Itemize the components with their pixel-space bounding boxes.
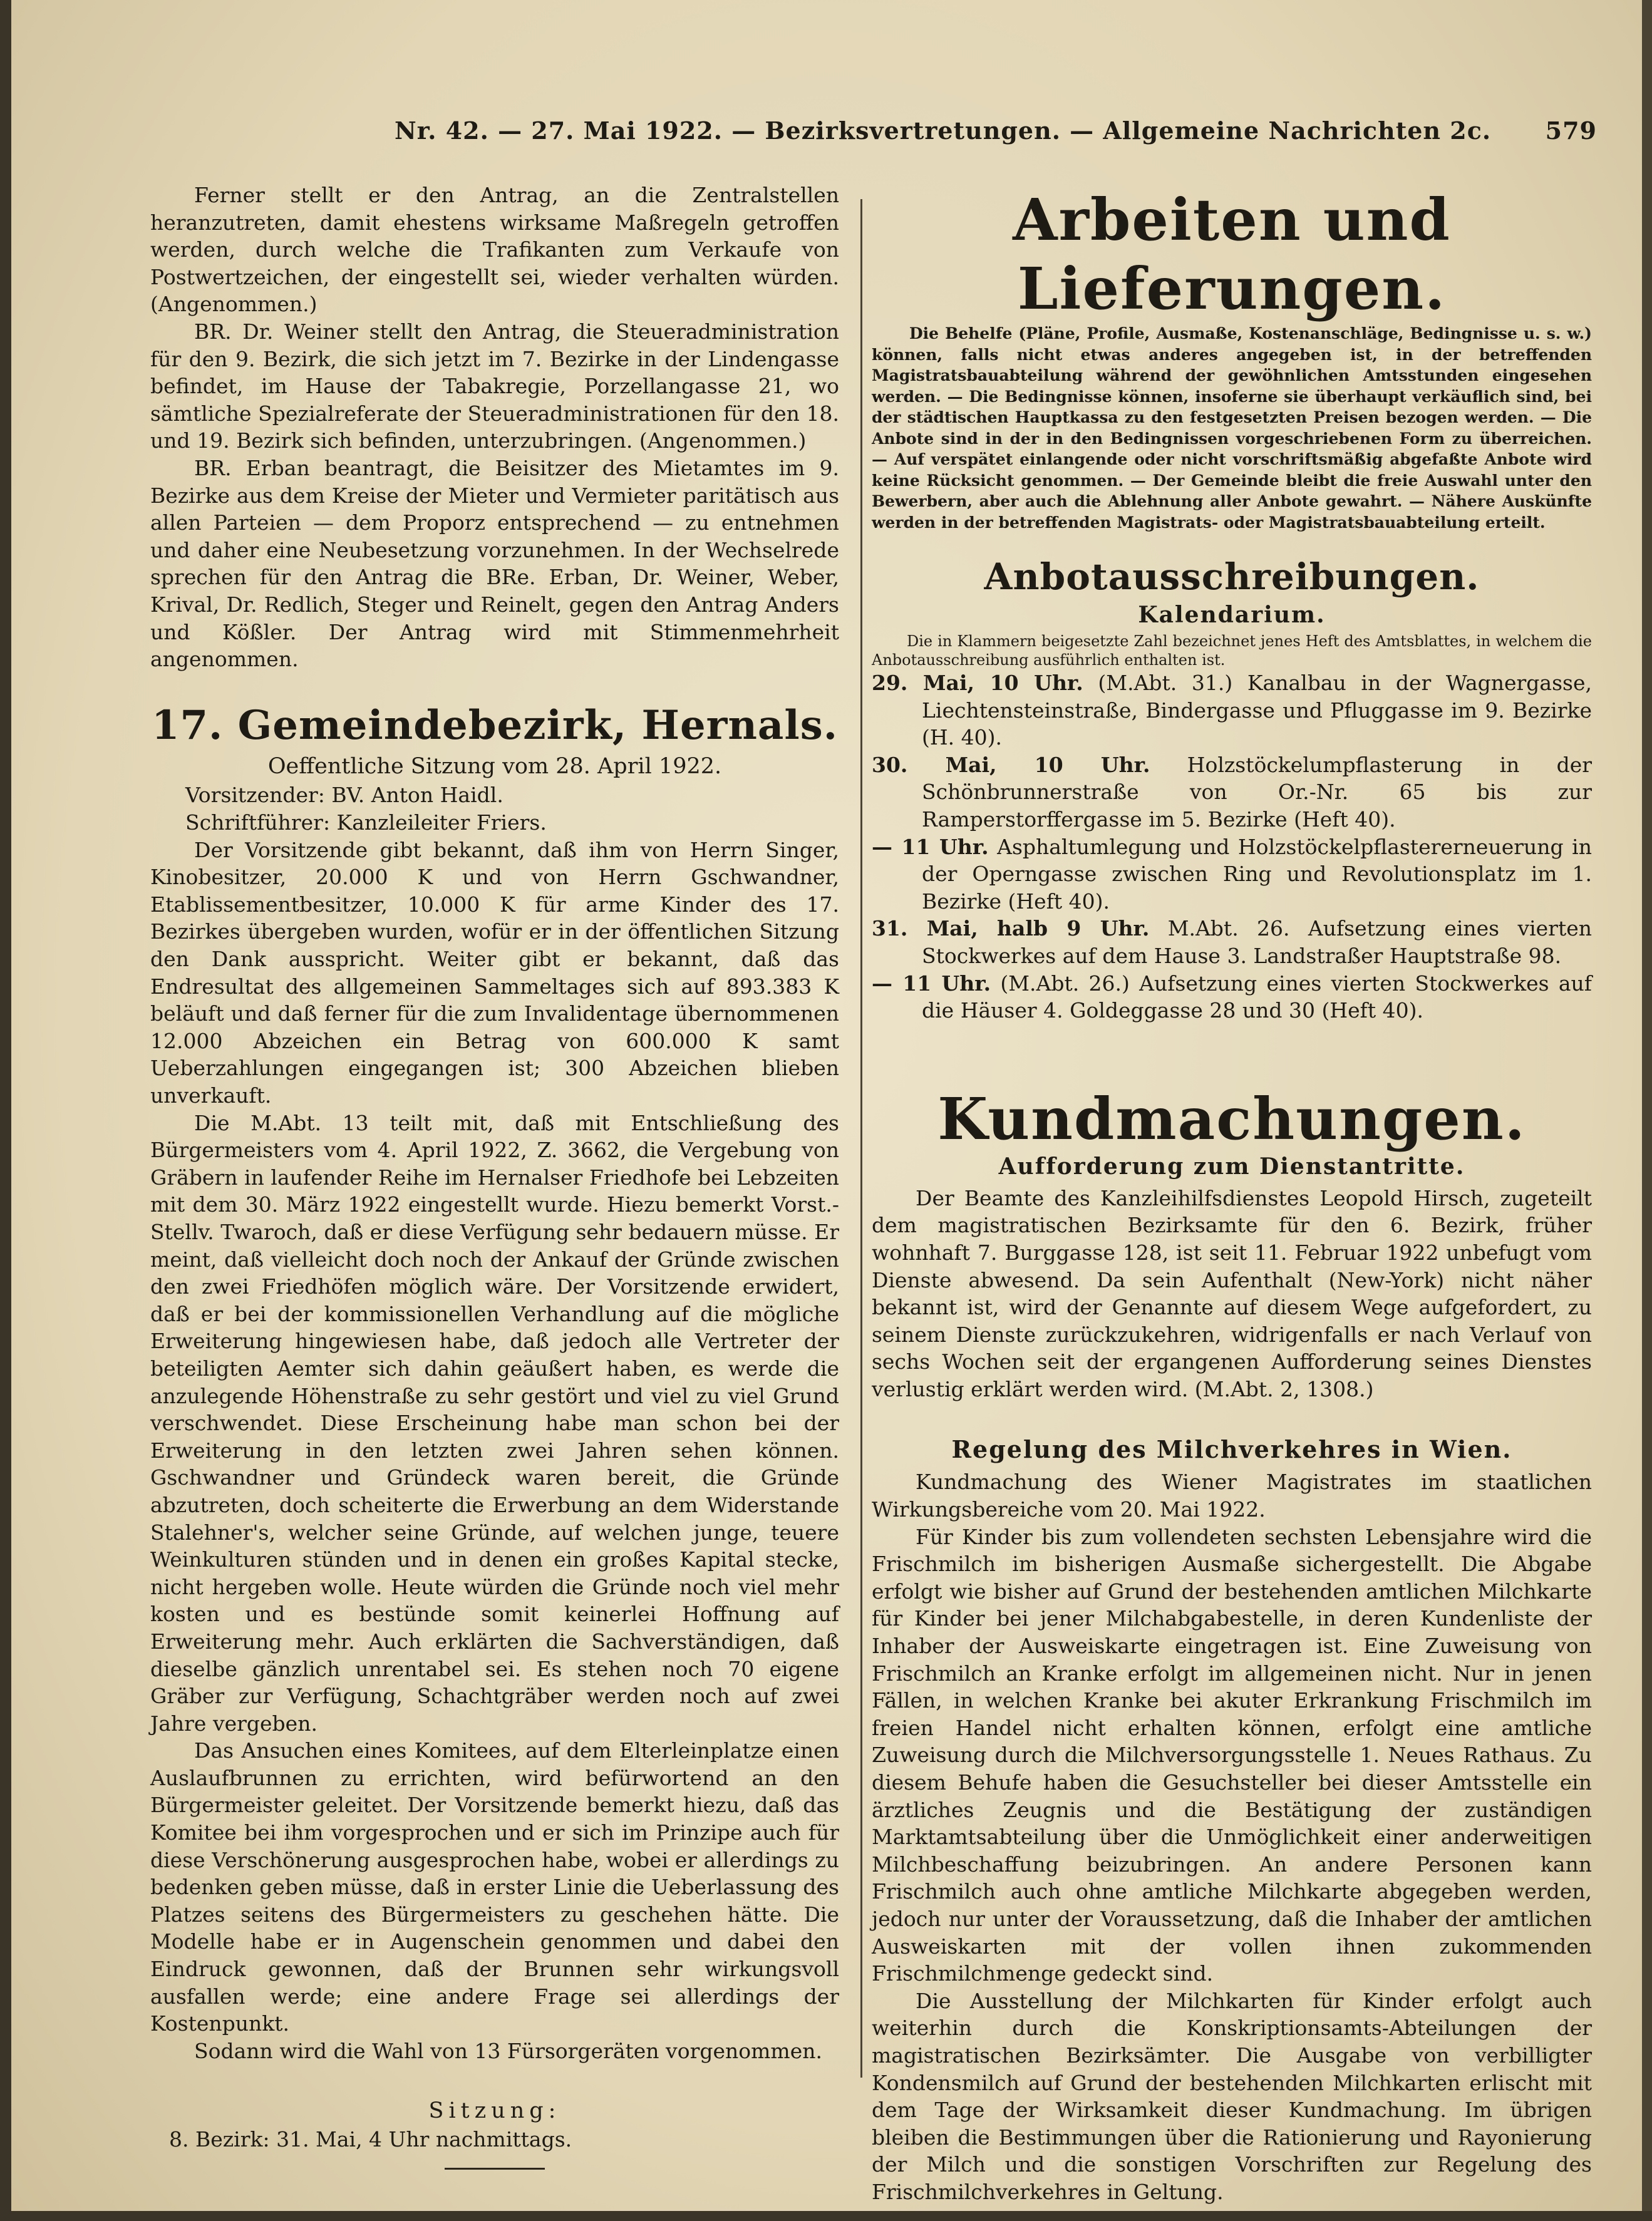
title-milchverkehr: Regelung des Milchverkehres in Wien. [951, 1435, 1512, 1464]
calendar-text: Asphaltumlegung und Holzstöckelpflastererneuerung in der Operngasse zwischen Ring und Revolutionsplatz im 1. Bezirke (Heft 40). [922, 834, 1592, 914]
calendar-entry [872, 751, 1592, 833]
calendar-date: — 11 Uhr. [872, 971, 991, 996]
calendar-entry [872, 915, 1592, 969]
page-number: 579 [1545, 116, 1597, 145]
paragraph-brunnen: Das Ansuchen eines Komitees, auf dem Elterleinplatze einen Auslaufbrunnen zu errichten, wird befürwortend an den Bürgermeister geleitet. Der Vorsitzende bemerkt hiezu, daß das Komitee bei ihm vorgesprochen und er sich im Prinzipe auch für diese Verschönerung ausgesprochen habe, wobei er allerdings zu bedenken geben müsse, daß in erster Linie die Ueberlassung des Platzes seitens des Bürgermeisters zu geschehen hätte. Die Modelle habe er in Augenschein genommen und dabei den Eindruck gewonnen, daß der Brunnen sehr wirkungsvoll ausfallen werde; eine andere Frage sei allerdings der Kostenpunkt. [150, 1738, 839, 2036]
session-date: Oeffentliche Sitzung vom 28. April 1922. [267, 753, 722, 779]
running-head-text: Nr. 42. — 27. Mai 1922. — Bezirksvertretungen. — Allgemeine Nachrichten 2c. [395, 116, 1492, 145]
paragraph-trafikanten: Ferner stellt er den Antrag, an die Zentralstellen heranzutreten, damit ehestens wirksame Maßregeln getroffen werden, durch welche die Trafikanten zum Verkaufe von Postwertzeichen, der eingestellt sei, wieder verhalten würden. (Angenommen.) [150, 183, 839, 317]
calendar-entry [872, 669, 1592, 751]
paragraph-donations: Der Vorsitzende gibt bekannt, daß ihm von Herrn Singer, Kinobesitzer, 20.000 K und von Herrn Gschwandner, Etablissementbesitzer, 10.000 K für arme Kinder des 17. Bezirkes übergeben wurden, wofür er in der öffentlichen Sitzung den Dank ausspricht. Weiter gibt er bekannt, daß das Endresultat des allgemeinen Sammeltages sich auf 893.383 K beläuft und daß ferner für die zum Invalidentage übernommenen 12.000 Abzeichen ein Betrag von 600.000 K samt Ueberzahlungen eingegangen ist; 300 Abzeichen blieben unverkauft. [150, 837, 839, 1108]
title-kundmachungen: Kundmachungen. [937, 1085, 1526, 1153]
session-entry: 8. Bezirk: 31. Mai, 4 Uhr nachmittags. [169, 2127, 572, 2152]
paragraph-mietamt: BR. Erban beantragt, die Beisitzer des Mietamtes im 9. Bezirke aus dem Kreise der Mieter und Vermieter paritätisch aus allen Parteien — dem Proporz entsprechend — zu entnehmen und daher eine Neubesetzung vorzunehmen. In der Wechselrede sprechen für den Antrag die BRe. Erban, Dr. Weiner, Weber, Krival, Dr. Redlich, Steger und Reinelt, gegen den Antrag Anders und Kößler. Der Antrag wird mit Stimmenmehrheit angenommen. [150, 455, 839, 672]
calendar-text: M.Abt. 26. Aufsetzung eines vierten Stockwerkes auf dem Hause 3. Landstraßer Hauptstraße 98. [922, 916, 1592, 968]
paragraph-milch-karten: Die Ausstellung der Milchkarten für Kinder erfolgt auch weiterhin durch die Konskriptionsamts-Abteilungen der magistratischen Bezirksämter. Die Ausgabe von verbilligter Kondensmilch auf Grund der bestehenden Milchkarten erlischt mit dem Tage der Wirksamkeit dieser Kundmachung. Im übrigen bleiben die Bestimmungen über die Rationierung und Rayonierung der Milch und die sonstigen Vorschriften zur Regelung des Frischmilchverkehres in Geltung. [872, 1988, 1592, 2204]
calendar-entry [872, 970, 1592, 1024]
notice-behelfe: Die Behelfe (Pläne, Profile, Ausmaße, Kostenanschläge, Bedingnisse u. s. w.) können, falls nicht etwas anderes angegeben ist, in der betreffenden Magistratsbauabteilung während der gewöhnlichen Amtsstunden eingesehen werden. — Die Bedingnisse können, insoferne sie überhaupt verkäuflich sind, bei der städtischen Hauptkassa zu den festgesetzten Preisen bezogen werden. — Die Anbote sind in der in den Bedingnissen vorgeschriebenen Form zu überreichen. — Auf verspätet einlangende oder nicht vorschriftsmäßig abgefaßte Anbote wird keine Rücksicht genommen. — Der Gemeinde bleibt die freie Auswahl unter den Bewerbern, aber auch die Ablehnung aller Anbote gewahrt. — Nähere Auskünfte werden in der betreffenden Magistrats- oder Magistratsbauabteilung erteilt. [872, 324, 1592, 532]
title-anbotausschreibungen: Anbotausschreibungen. [984, 555, 1480, 598]
paragraph-fuersorgeraete: Sodann wird die Wahl von 13 Fürsorgeräten vorgenommen. [194, 2038, 822, 2063]
calendar-date: — 11 Uhr. [872, 834, 989, 859]
end-rule [445, 2168, 545, 2170]
left-column [150, 182, 839, 2170]
calendar-date: 30. Mai, 10 Uhr. [872, 752, 1150, 777]
calendar-entry [872, 833, 1592, 915]
calendar-date: 29. Mai, 10 Uhr. [872, 671, 1083, 695]
paragraph-milch-kundmachung: Kundmachung des Wiener Magistrates im staatlichen Wirkungsbereiche vom 20. Mai 1922. [872, 1470, 1592, 1522]
calendar-date: 31. Mai, halb 9 Uhr. [872, 916, 1150, 941]
session-heading: Sitzung: [428, 2098, 561, 2124]
calendar-text: Holzstöckelumpflasterung in der Schönbrunnerstraße von Or.-Nr. 65 bis zur Ramperstorffergasse im 5. Bezirke (Heft 40). [922, 752, 1593, 832]
kalendarium-note: Die in Klammern beigesetzte Zahl bezeichnet jenes Heft des Amtsblattes, in welchem die Anbotausschreibung ausführlich enthalten ist. [872, 632, 1592, 669]
calendar-text: (M.Abt. 26.) Aufsetzung eines vierten Stockwerkes auf die Häuser 4. Goldeggasse 28 und 30 (Heft 40). [922, 971, 1592, 1023]
section-title-hernals: 17. Gemeindebezirk, Hernals. [151, 701, 839, 749]
scan-edge-right [1642, 0, 1652, 2221]
title-arbeiten-lieferungen: Arbeiten und Lieferungen. [1013, 186, 1451, 322]
paragraph-steueradministration: BR. Dr. Weiner stellt den Antrag, die Steueradministration für den 9. Bezirk, die sich jetzt im 7. Bezirke in der Lindengasse befindet, im Hause der Tabakregie, Porzellangasse 21, wo sämtliche Spezialreferate der Steueradministrationen für den 18. und 19. Bezirk sich befinden, unterzubringen. (Angenommen.) [150, 319, 839, 453]
scan-edge-bottom [0, 2211, 1652, 2221]
chairperson: Vorsitzender: BV. Anton Haidl. [185, 782, 503, 807]
title-kalendarium: Kalendarium. [1138, 602, 1326, 628]
paragraph-aufforderung: Der Beamte des Kanzleihilfsdienstes Leopold Hirsch, zugeteilt dem magistratischen Bezirksamte für den 6. Bezirk, früher wohnhaft 7. Burggasse 128, ist seit 11. Februar 1922 unbefugt vom Dienste abwesend. Da sein Aufenthalt (New-York) nicht näher bekannt ist, wird der Genannte auf diesem Wege aufgefordert, zu seinem Dienste zurückzukehren, widrigenfalls er nach Verlauf von sechs Wochen seit der ergangenen Aufforderung seines Dienstes verlustig erklärt werden wird. (M.Abt. 2, 1308.) [872, 1185, 1592, 1401]
title-aufforderung: Aufforderung zum Dienstantritte. [998, 1153, 1465, 1180]
paragraph-friedhof: Die M.Abt. 13 teilt mit, daß mit Entschließung des Bürgermeisters vom 4. April 1922, Z. 3662, die Vergebung von Gräbern in laufender Reihe im Hernalser Friedhofe bei Lebzeiten mit dem 30. März 1922 eingestellt wurde. Hiezu bemerkt Vorst.-Stellv. Twaroch, daß er diese Verfügung sehr bedauern müsse. Er meint, daß vielleicht doch noch der Ankauf der Gründe zwischen den zwei Friedhöfen möglich wäre. Der Vorsitzende erwidert, daß er bei der kommissionellen Verhandlung auf die mögliche Erweiterung hingewiesen habe, daß jedoch alle Vertreter der beteiligten Aemter sich dahin geäußert haben, es werde die anzulegende Höhenstraße zu sehr gestört und viel zu viel Grund verschwendet. Diese Erscheinung habe man schon bei der Erweiterung in den letzten zwei Jahren sehen können. Gschwandner und Gründeck waren bereit, die Gründe abzutreten, doch scheiterte die Erwerbung an dem Widerstande Stalehner's, welcher seine Gründe, auf welchen junge, teuere Weinkulturen stünden und in denen ein großes Kapital stecke, nicht hergeben wolle. Heute würden die Gründe noch viel mehr kosten und es bestünde somit keinerlei Hoffnung auf Erweiterung mehr. Auch erklärten die Sachverständigen, daß dieselbe gänzlich unrentabel sei. Es stehen noch 70 eigene Gräber zur Verfügung, Schachtgräber werden noch auf zwei Jahre vergeben. [150, 1110, 839, 1736]
calendar-text: (M.Abt. 31.) Kanalbau in der Wagnergasse, Liechtensteinstraße, Bindergasse und Pfluggasse im 9. Bezirke (H. 40). [922, 671, 1592, 750]
scan-edge-left [0, 0, 11, 2221]
running-head [188, 114, 1609, 152]
secretary: Schriftführer: Kanzleileiter Friers. [185, 810, 547, 835]
column-divider [860, 199, 862, 2078]
right-column [872, 182, 1592, 2206]
paragraph-milch-kinder: Für Kinder bis zum vollendeten sechsten Lebensjahre wird die Frischmilch im bisherigen Ausmaße sichergestellt. Die Abgabe erfolgt wie bisher auf Grund der bestehenden amtlichen Milchkarte für Kinder bei jener Milchabgabestelle, in deren Kundenliste der Inhaber der Ausweiskarte eingetragen ist. Eine Zuweisung von Frischmilch an Kranke erfolgt im allgemeinen nicht. Nur in jenen Fällen, in welchen Kranke bei akuter Erkrankung Frischmilch im freien Handel nicht erhalten können, erfolgt eine amtliche Zuweisung durch die Milchversorgungsstelle 1. Neues Rathaus. Zu diesem Behufe haben die Gesuchsteller bei dieser Amtsstelle ein ärztliches Zeugnis und die Bestätigung der zuständigen Marktamtsabteilung über die Unmöglichkeit einer anderweitigen Milchbeschaffung beizubringen. An andere Personen kann Frischmilch auch ohne amtliche Milchkarte abgegeben werden, jedoch nur unter der Voraussetzung, daß die Inhaber der amtlichen Ausweiskarten mit der vollen ihnen zukommenden Frischmilchmenge gedeckt sind. [872, 1524, 1592, 1986]
